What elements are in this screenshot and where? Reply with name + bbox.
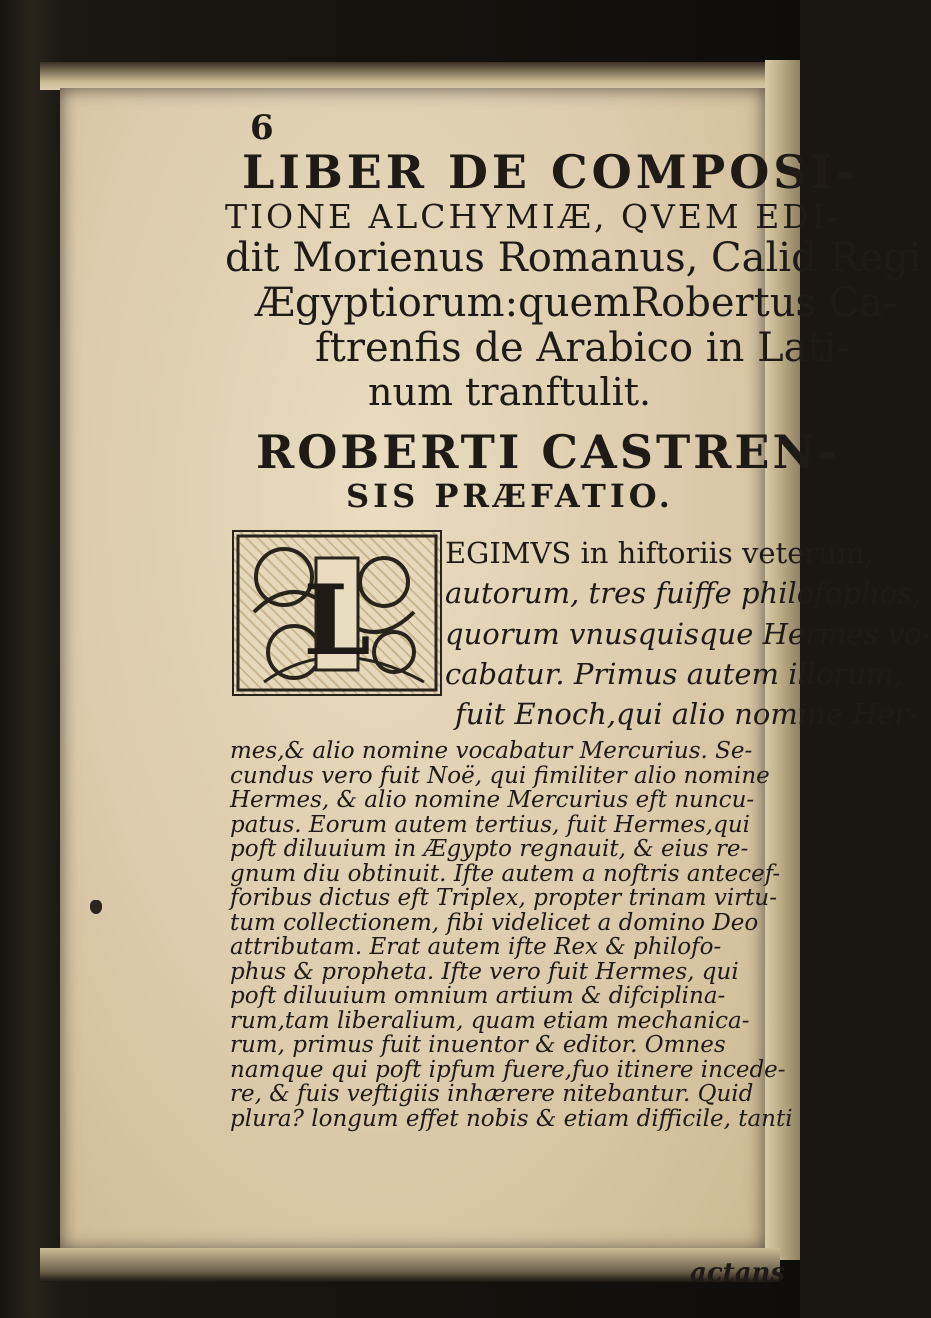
page-number: 6	[250, 108, 274, 148]
body-line: namque qui poft ipfum fuere,fuo itinere incede-	[230, 1056, 786, 1083]
svg-text:L: L	[303, 564, 371, 677]
heading-line-1: LIBER DE COMPOSI-	[242, 145, 860, 199]
heading-line-6: num tranftulit.	[368, 370, 652, 414]
body-line: attributam. Erat autem ifte Rex & philofo-	[230, 934, 722, 960]
catchword: actans	[690, 1258, 786, 1288]
heading-line-3: dit Morienus Romanus, Calid Regi	[225, 235, 922, 281]
body-line: mes,& alio nomine vocabatur Mercurius. Se-	[230, 738, 753, 764]
page-top-edge	[40, 62, 780, 90]
body-line: re, & fuis veftigiis inhærere nitebantur. Quid	[230, 1081, 754, 1107]
body-line: fuit Enoch,qui alio nomine Her-	[455, 697, 919, 731]
body-line: cundus vero fuit Noë, qui fimiliter alio nomine	[230, 762, 770, 789]
body-line: plura? longum effet nobis & etiam difficile, tanti	[230, 1105, 793, 1132]
body-line: cabatur. Primus autem illorum,	[445, 657, 903, 691]
decorated-initial-l	[232, 530, 442, 696]
body-line: poft diluuium in Ægypto regnauit, & eius re-	[230, 836, 749, 862]
ornament-initial-icon	[234, 532, 440, 694]
subheading-line-1: ROBERTI CASTREN-	[256, 425, 840, 479]
body-line: phus & propheta. Ifte vero fuit Hermes, qui	[230, 958, 739, 985]
body-line: poft diluuium omnium artium & difciplina-	[230, 983, 726, 1009]
page-bottom-edge	[40, 1248, 780, 1282]
body-line: gnum diu obtinuit. Ifte autem a noftris antecef-	[230, 860, 781, 887]
heading-line-4: Ægyptiorum:quemRobertus Ca-	[255, 280, 897, 326]
margin-ink-mark	[90, 900, 102, 914]
body-line: foribus dictus eft Triplex, propter trinam virtu-	[230, 885, 778, 911]
body-line: EGIMVS in hiftoriis veterum,	[445, 536, 874, 570]
body-line: tum collectionem, fibi videlicet a domino Deo	[230, 909, 759, 936]
body-line: patus. Eorum autem tertius, fuit Hermes,qui	[230, 811, 750, 838]
heading-line-5: ftrenfis de Arabico in Lati-	[315, 325, 850, 371]
subheading-line-2: SIS PRÆFATIO.	[346, 477, 674, 515]
body-line: autorum, tres fuiffe philofophos,	[445, 576, 922, 610]
body-line: Hermes, & alio nomine Mercurius eft nuncu-	[230, 787, 755, 813]
heading-line-2: TIONE ALCHYMIÆ, QVEM EDI-	[225, 197, 842, 236]
body-line: rum,tam liberalium, quam etiam mechanica-	[230, 1007, 750, 1034]
body-line: rum, primus fuit inuentor & editor. Omnes	[230, 1032, 726, 1058]
body-line: quorum vnusquisque Hermes vo-	[445, 617, 931, 651]
